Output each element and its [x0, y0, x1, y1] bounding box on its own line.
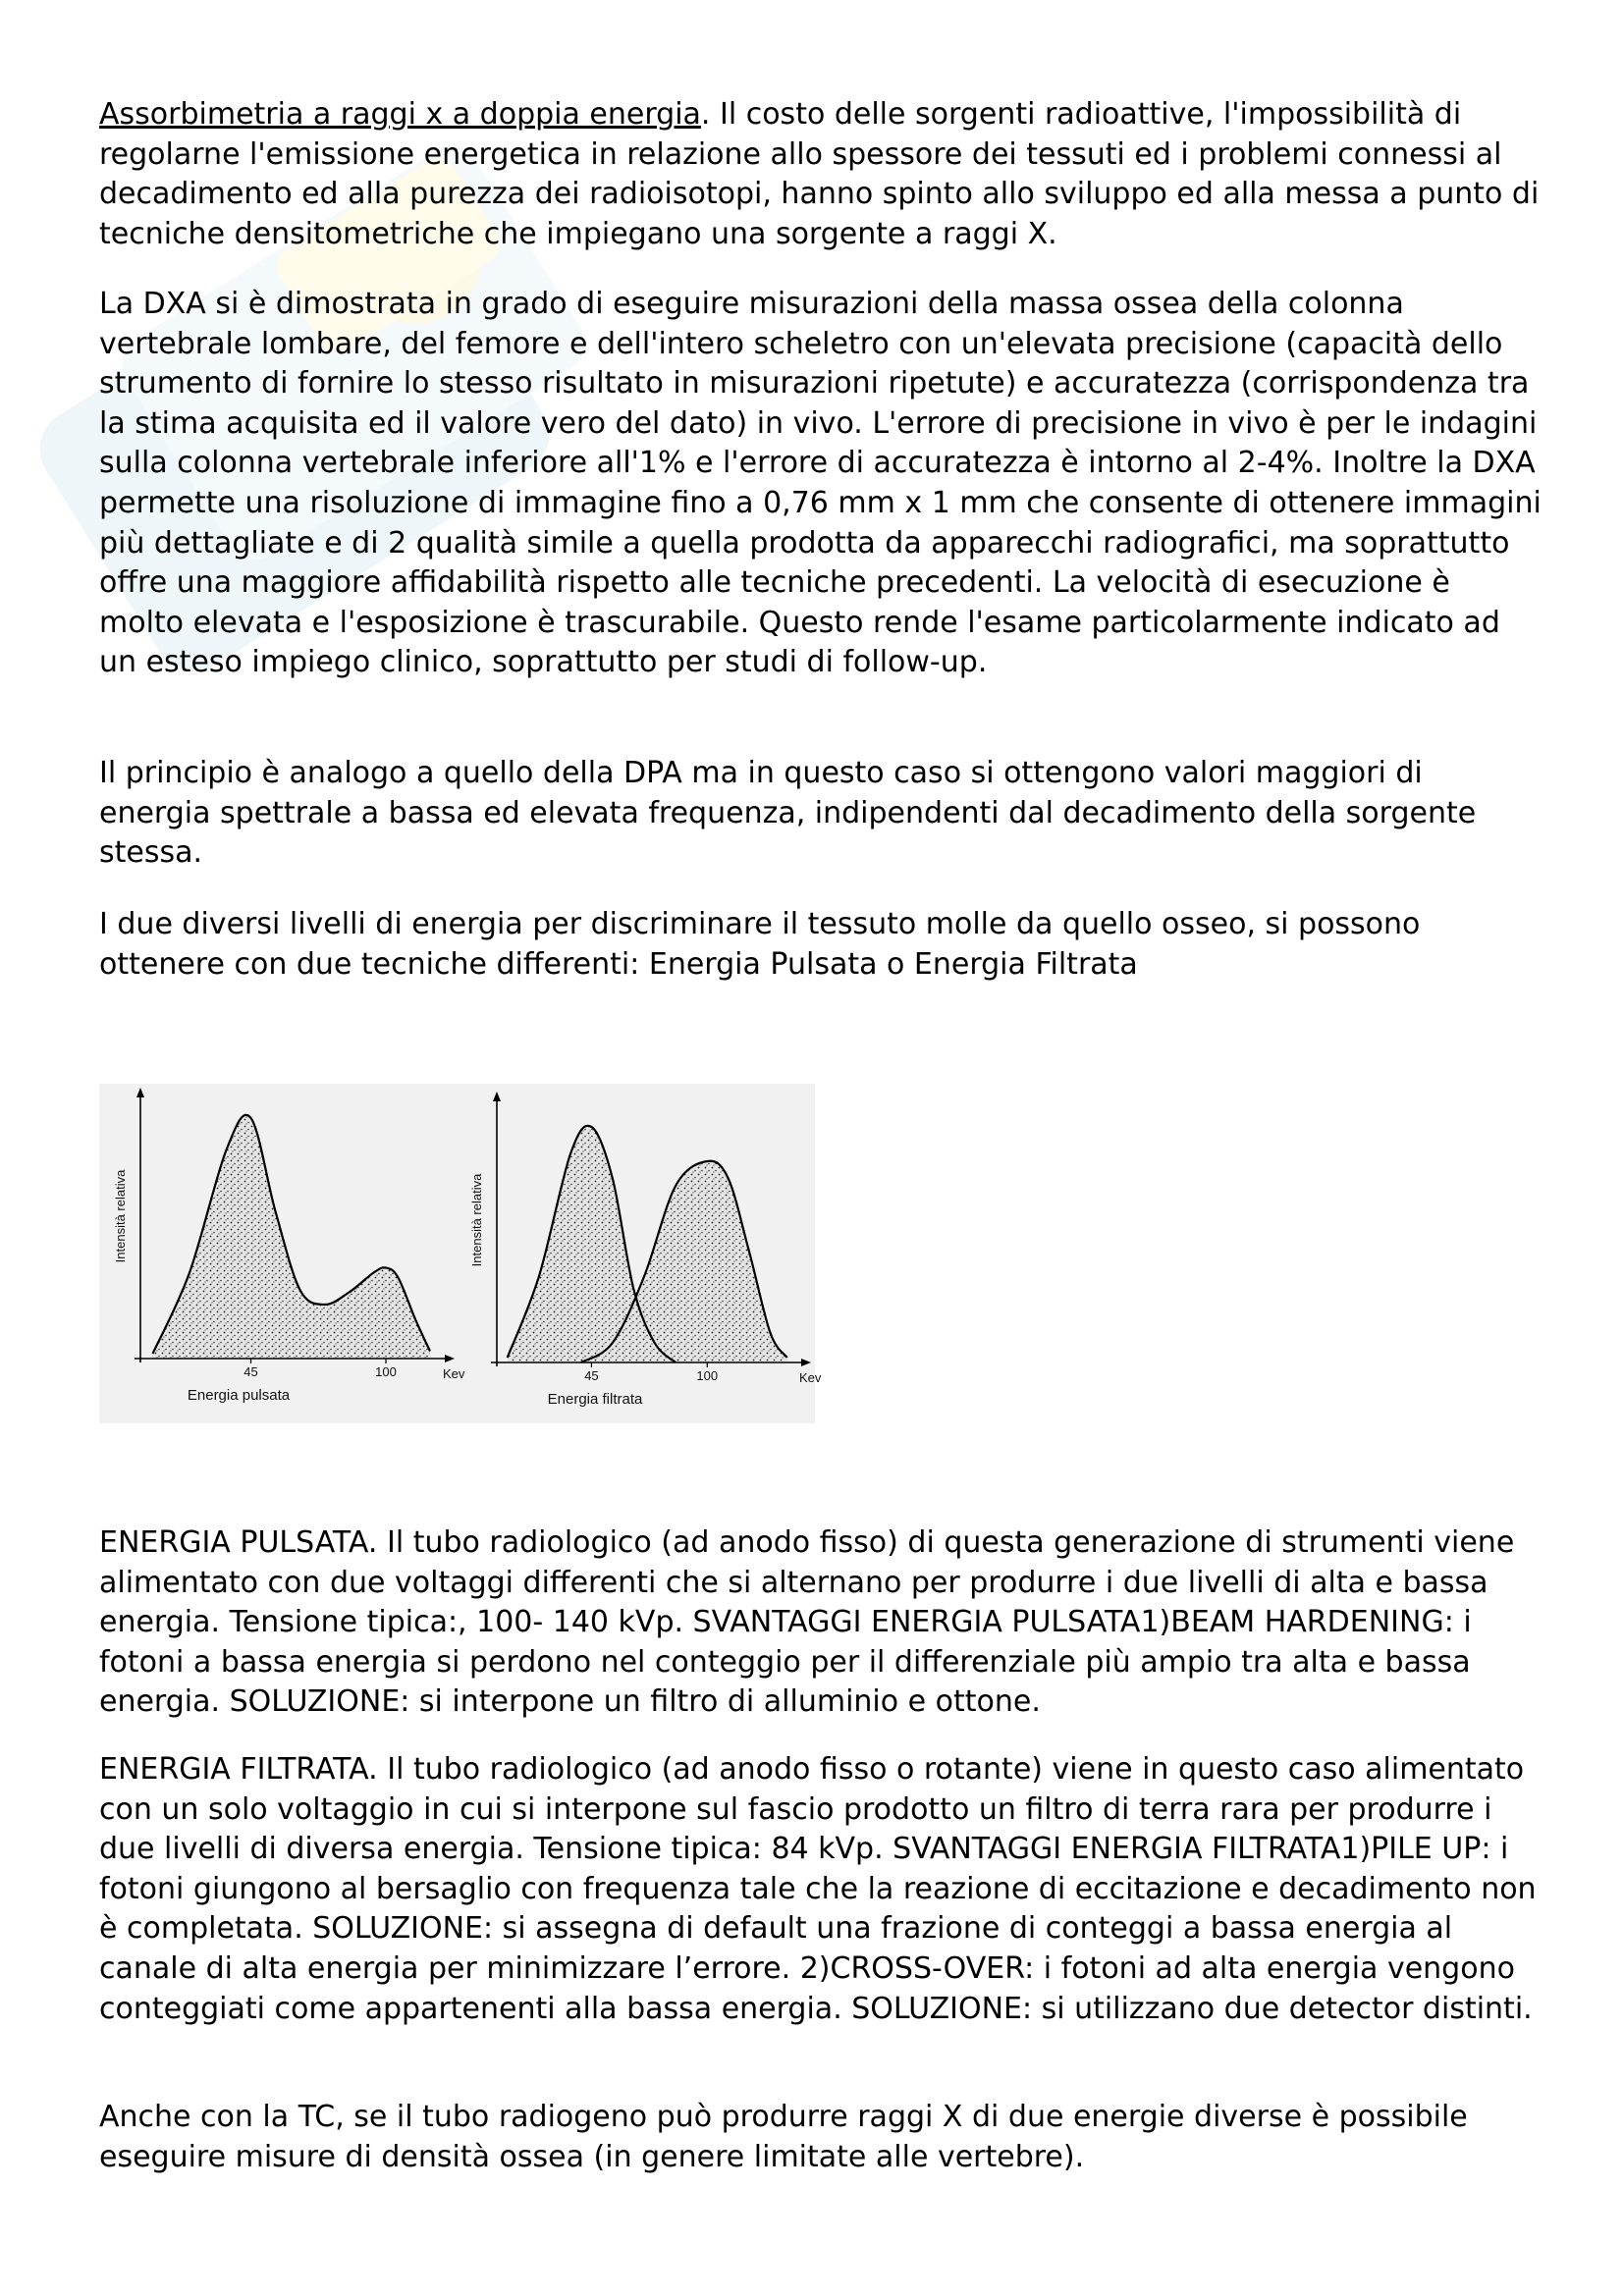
section-heading: Assorbimetria a raggi x a doppia energia — [99, 97, 701, 132]
chart-pulsed-energy — [113, 1088, 465, 1404]
x-axis-label: Energia filtrata — [547, 1391, 643, 1408]
y-axis-label: Intensità relativa — [113, 1169, 128, 1263]
x-tick-label: 100 — [696, 1368, 719, 1383]
x-axis-arrow-icon — [445, 1355, 455, 1362]
x-tick-label: 45 — [584, 1368, 599, 1383]
paragraph-4: I due diversi livelli di energia per discriminare il tessuto molle da quello osseo, si possono ottenere con due tecniche differenti: Energia Pulsata o Energia Filtrata — [99, 907, 1421, 982]
paragraph-5: ENERGIA PULSATA. Il tubo radiologico (ad anodo fisso) di questa generazione di strumenti viene alimentato con due voltaggi differenti che si alternano per produrre i due livelli di alta e bassa energia. Tensione tipica:, 100- 140 kVp. SVANTAGGI ENERGIA PULSATA1)BEAM HARDENING: i fotoni a bassa energia si perdono nel conteggio per il differenziale più ampio tra alta e bassa energia. SOLUZIONE: si interpone un filtro di alluminio e ottone. — [99, 1525, 1515, 1720]
energy-spectra-figure — [99, 1084, 822, 1423]
x-axis-arrow-icon — [801, 1359, 811, 1366]
y-axis-arrow-icon — [136, 1088, 144, 1097]
x-tick-label: 45 — [243, 1364, 258, 1379]
y-axis-label: Intensità relativa — [469, 1173, 484, 1267]
x-unit-label: Kev — [799, 1370, 822, 1385]
paragraph-7: Anche con la TC, se il tubo radiogeno può produrre raggi X di due energie diverse è possibile eseguire misure di densità ossea (in genere limitate alle vertebre). — [99, 2100, 1468, 2174]
x-unit-label: Kev — [443, 1366, 465, 1381]
paragraph-2: La DXA si è dimostrata in grado di eseguire misurazioni della massa ossea della colonna vertebrale lombare, del femore e dell'intero scheletro con un'elevata precisione (capacità dello strumento di fornire lo stesso risultato in misurazioni ripetute) e accuratezza (corrispondenza tra la stima acquisita ed il valore vero del dato) in vivo. L'errore di precisione in vivo è per le indagini sulla colonna vertebrale inferiore all'1% e l'errore di accuratezza è intorno al 2-4%. Inoltre la DXA permette una risoluzione di immagine fino a 0,76 mm x 1 mm che consente di ottenere immagini più dettagliate e di 2 qualità simile a quella prodotta da apparecchi radiografici, ma soprattutto offre una maggiore affidabilità rispetto alle tecniche precedenti. La velocità di esecuzione è molto elevata e l'esposizione è trascurabile. Questo rende l'esame particolarmente indicato ad un esteso impiego clinico, soprattutto per studi di follow-up. — [99, 287, 1542, 680]
spectra-svg — [99, 1084, 822, 1423]
paragraph-6: ENERGIA FILTRATA. Il tubo radiologico (ad anodo fisso o rotante) viene in questo caso alimentato con un solo voltaggio in cui si interpone sul fascio prodotto un filtro di terra rara per produrre i due livelli di diversa energia. Tensione tipica: 84 kVp. SVANTAGGI ENERGIA FILTRATA1)PILE UP: i fotoni giungono al bersaglio con frequenza tale che la reazione di eccitazione e decadimento non è completata. SOLUZIONE: si assegna di default una frazione di conteggi a bassa energia al canale di alta energia per minimizzare l’errore. 2)CROSS-OVER: i fotoni ad alta energia vengono conteggiati come appartenenti alla bassa energia. SOLUZIONE: si utilizzano due detector distinti. — [99, 1752, 1537, 2026]
y-axis-arrow-icon — [493, 1092, 501, 1101]
x-tick-label: 100 — [375, 1364, 397, 1379]
paragraph-1 — [99, 95, 1542, 254]
paragraph-1-text: . Il costo delle sorgenti radioattive, l'impossibilità di regolarne l'emissione energetica in relazione allo spessore dei tessuti ed i problemi connessi al decadimento ed alla purezza dei radioisotopi, hanno spinto allo sviluppo ed alla messa a punto di tecniche densitometriche che impiegano una sorgente a raggi X. — [99, 97, 1540, 251]
chart-filtered-energy — [469, 1092, 822, 1408]
x-axis-label: Energia pulsata — [187, 1387, 291, 1404]
area-fill-1 — [153, 1115, 431, 1359]
paragraph-3: Il principio è analogo a quello della DPA ma in questo caso si ottengono valori maggiori di energia spettrale a bassa ed elevata frequenza, indipendenti dal decadimento della sorgente stessa. — [99, 756, 1477, 871]
